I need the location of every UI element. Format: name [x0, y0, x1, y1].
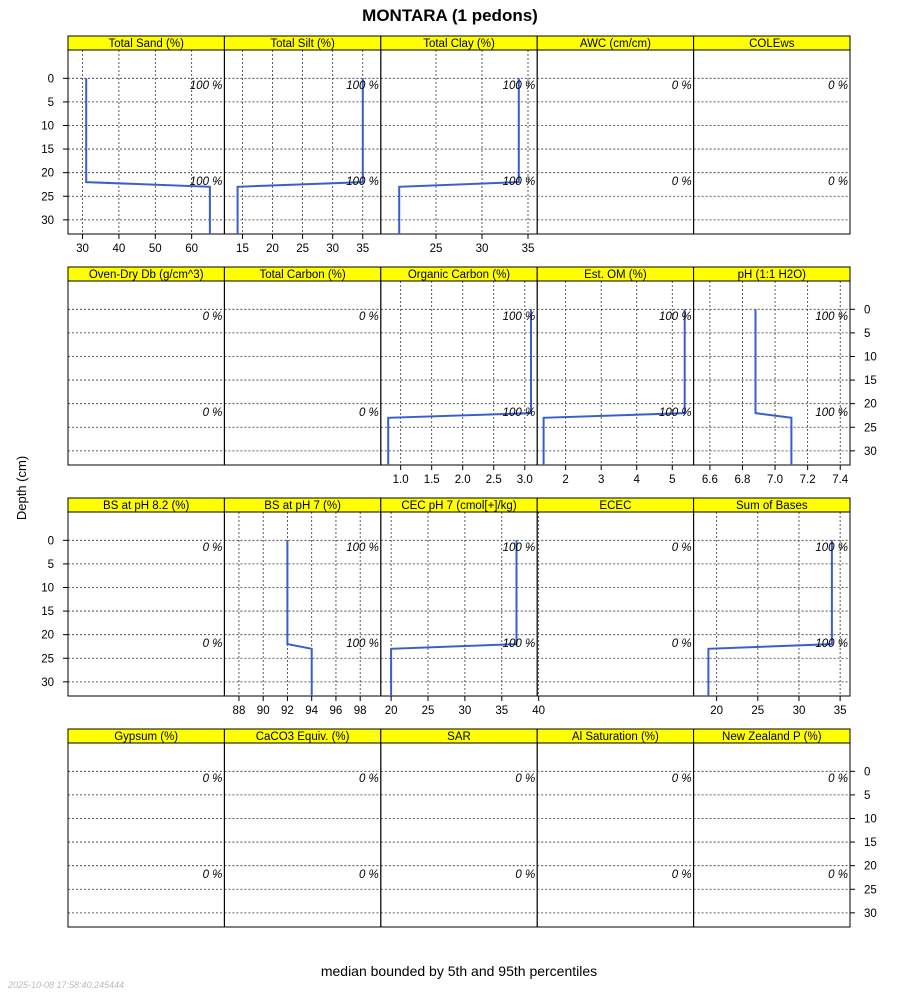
x-tick-label: 60 — [185, 243, 199, 255]
panel-strip-label: Total Sand (%) — [108, 38, 184, 50]
y-tick-label: 10 — [41, 582, 54, 595]
percent-label: 100 % — [346, 176, 379, 188]
percent-label: 0 % — [828, 176, 848, 188]
y-tick-label: 10 — [41, 120, 54, 133]
panel-strip-label: Sum of Bases — [736, 500, 808, 512]
y-tick-label: 15 — [41, 606, 54, 619]
x-tick-label: 25 — [421, 705, 435, 717]
percent-label: 0 % — [671, 542, 692, 554]
percent-label: 0 % — [202, 542, 223, 554]
x-tick-label: 20 — [384, 705, 398, 717]
x-tick-label: 50 — [148, 243, 162, 255]
x-tick-label: 90 — [256, 705, 270, 717]
percent-label: 0 % — [202, 311, 223, 323]
percent-label: 100 % — [189, 80, 223, 92]
percent-label: 100 % — [346, 638, 379, 650]
y-tick-label: 30 — [864, 907, 877, 920]
percent-label: 100 % — [189, 176, 223, 188]
panel-15 — [68, 729, 224, 927]
panel-10 — [68, 498, 224, 696]
panel-border — [224, 743, 380, 927]
series-line — [238, 78, 363, 234]
y-tick-label: 0 — [47, 535, 54, 548]
panel-19 — [694, 729, 850, 927]
panel-border — [694, 743, 850, 927]
x-tick-label: 88 — [232, 705, 246, 717]
percent-label: 0 % — [671, 80, 692, 92]
y-tick-label: 10 — [864, 351, 877, 364]
y-tick-label: 5 — [47, 558, 54, 571]
x-tick-label: 3.0 — [516, 474, 533, 486]
percent-label: 0 % — [515, 869, 536, 881]
panel-strip-label: Total Clay (%) — [423, 38, 495, 50]
percent-label: 0 % — [671, 773, 692, 785]
percent-label: 0 % — [828, 80, 848, 92]
panel-border — [224, 281, 380, 465]
y-tick-label: 20 — [41, 629, 54, 642]
panel-13 — [537, 498, 693, 696]
panel-3 — [537, 36, 693, 234]
x-tick-label: 20 — [266, 243, 279, 255]
x-tick-label: 2 — [562, 474, 569, 486]
panel-5 — [68, 267, 224, 465]
y-tick-label: 5 — [47, 96, 54, 109]
panel-border — [537, 743, 693, 927]
panel-strip-label: Total Carbon (%) — [259, 269, 346, 281]
percent-label: 0 % — [671, 869, 692, 881]
percent-label: 100 % — [815, 407, 848, 419]
x-tick-label: 6.8 — [734, 474, 751, 486]
percent-label: 100 % — [346, 80, 379, 92]
y-tick-label: 30 — [41, 214, 54, 227]
panel-border — [68, 743, 224, 927]
x-tick-label: 3 — [597, 474, 605, 486]
percent-label: 100 % — [658, 311, 692, 323]
panel-strip-label: Gypsum (%) — [114, 731, 179, 743]
timestamp: 2025-10-08 17:58:40.245444 — [8, 980, 125, 990]
panel-border — [68, 512, 224, 696]
panel-border — [694, 281, 850, 465]
panel-border — [537, 512, 693, 696]
y-tick-label: 15 — [864, 837, 877, 850]
x-tick-label: 7.4 — [832, 474, 849, 486]
panel-strip-label: ECEC — [599, 500, 632, 512]
panel-border — [694, 512, 850, 696]
percent-label: 100 % — [502, 176, 536, 188]
panel-border — [537, 50, 693, 234]
x-tick-label: 2.5 — [485, 474, 502, 486]
x-tick-label: 94 — [305, 705, 319, 717]
y-tick-label: 25 — [864, 422, 877, 435]
panel-2 — [381, 36, 537, 255]
panel-border — [224, 512, 380, 696]
x-tick-label: 15 — [236, 243, 249, 255]
x-tick-label: 96 — [329, 705, 343, 717]
panel-strip-label: pH (1:1 H2O) — [737, 269, 806, 281]
y-tick-label: 0 — [864, 766, 871, 779]
panel-strip-label: CEC pH 7 (cmol[+]/kg) — [401, 500, 517, 512]
x-tick-label: 30 — [76, 243, 89, 255]
panel-border — [68, 50, 224, 234]
percent-label: 0 % — [358, 311, 379, 323]
panel-7 — [381, 267, 537, 486]
percent-label: 100 % — [815, 311, 848, 323]
panel-strip-label: BS at pH 7 (%) — [264, 500, 341, 512]
percent-label: 100 % — [502, 80, 536, 92]
chart-footer: median bounded by 5th and 95th percentiles — [320, 963, 598, 979]
chart-title: MONTARA (1 pedons) — [362, 6, 538, 25]
percent-label: 0 % — [202, 773, 223, 785]
x-tick-label: 35 — [495, 705, 509, 717]
panel-17 — [381, 729, 537, 927]
percent-label: 0 % — [828, 869, 848, 881]
x-tick-label: 98 — [353, 705, 367, 717]
percent-label: 0 % — [515, 773, 536, 785]
percent-label: 100 % — [502, 542, 536, 554]
y-axis-label: Depth (cm) — [14, 455, 29, 521]
percent-label: 100 % — [815, 638, 848, 650]
panel-8 — [537, 267, 693, 486]
percent-label: 0 % — [671, 638, 692, 650]
x-tick-label: 30 — [326, 243, 340, 255]
x-tick-label: 92 — [281, 705, 294, 717]
panel-0 — [68, 36, 224, 255]
y-tick-label: 15 — [41, 144, 54, 157]
panel-14 — [694, 498, 850, 717]
x-tick-label: 2.0 — [454, 474, 471, 486]
y-tick-label: 25 — [41, 191, 54, 204]
panel-border — [381, 512, 537, 696]
x-tick-label: 40 — [532, 705, 546, 717]
series-line — [287, 540, 311, 696]
panel-border — [381, 281, 537, 465]
panel-1 — [224, 36, 380, 255]
percent-label: 100 % — [815, 542, 848, 554]
panel-strip-label: Organic Carbon (%) — [407, 269, 511, 281]
y-tick-label: 20 — [41, 167, 54, 180]
panel-12 — [381, 498, 545, 717]
y-tick-label: 10 — [864, 813, 877, 826]
panel-6 — [224, 267, 380, 465]
panel-grid — [41, 36, 877, 927]
percent-label: 100 % — [502, 407, 536, 419]
x-tick-label: 40 — [112, 243, 126, 255]
panel-11 — [224, 498, 380, 717]
y-tick-label: 5 — [864, 789, 871, 802]
x-tick-label: 1.0 — [392, 474, 409, 486]
panel-border — [694, 50, 850, 234]
x-tick-label: 35 — [521, 243, 535, 255]
x-tick-label: 7.0 — [767, 474, 784, 486]
percent-label: 0 % — [671, 176, 692, 188]
panel-border — [68, 281, 224, 465]
y-tick-label: 5 — [864, 327, 871, 340]
x-tick-label: 5 — [669, 474, 676, 486]
percent-label: 0 % — [358, 407, 379, 419]
panel-strip-label: CaCO3 Equiv. (%) — [255, 731, 350, 743]
x-tick-label: 20 — [710, 705, 724, 717]
percent-label: 0 % — [202, 407, 223, 419]
x-tick-label: 35 — [833, 705, 847, 717]
panel-strip-label: SAR — [447, 731, 471, 743]
x-tick-label: 30 — [792, 705, 806, 717]
panel-strip-label: COLEws — [749, 38, 795, 50]
x-tick-label: 25 — [751, 705, 765, 717]
panel-strip-label: BS at pH 8.2 (%) — [103, 500, 190, 512]
panel-16 — [224, 729, 380, 927]
panel-border — [381, 743, 537, 927]
percent-label: 0 % — [828, 773, 848, 785]
percent-label: 0 % — [358, 773, 379, 785]
panel-strip-label: Total Silt (%) — [270, 38, 335, 50]
y-tick-label: 0 — [864, 304, 871, 317]
x-tick-label: 25 — [296, 243, 309, 255]
panel-border — [537, 281, 693, 465]
percent-label: 0 % — [202, 638, 223, 650]
percent-label: 0 % — [202, 869, 223, 881]
y-tick-label: 15 — [864, 375, 877, 388]
panel-strip-label: Al Saturation (%) — [571, 731, 659, 743]
panel-strip-label: New Zealand P (%) — [722, 731, 822, 743]
percent-label: 0 % — [358, 869, 379, 881]
y-tick-label: 30 — [41, 676, 54, 689]
y-axes — [41, 73, 877, 920]
y-tick-label: 25 — [41, 653, 54, 666]
x-tick-label: 25 — [429, 243, 443, 255]
y-tick-label: 20 — [864, 860, 877, 873]
x-tick-label: 30 — [475, 243, 489, 255]
y-tick-label: 0 — [47, 73, 54, 86]
percent-label: 100 % — [658, 407, 692, 419]
percent-label: 100 % — [346, 542, 379, 554]
x-tick-label: 4 — [633, 474, 640, 486]
y-tick-label: 30 — [864, 445, 877, 458]
y-tick-label: 20 — [864, 398, 877, 411]
percent-label: 100 % — [502, 311, 536, 323]
x-tick-label: 1.5 — [423, 474, 440, 486]
x-tick-label: 6.6 — [701, 474, 718, 486]
panel-4 — [694, 36, 850, 234]
panel-strip-label: AWC (cm/cm) — [579, 38, 651, 50]
panel-border — [381, 50, 537, 234]
panel-strip-label: Oven-Dry Db (g/cm^3) — [88, 269, 204, 281]
panel-9 — [694, 267, 850, 486]
x-tick-label: 35 — [356, 243, 370, 255]
panel-18 — [537, 729, 693, 927]
x-tick-label: 30 — [458, 705, 472, 717]
x-tick-label: 7.2 — [799, 474, 816, 486]
panel-strip-label: Est. OM (%) — [584, 269, 647, 281]
percent-label: 100 % — [502, 638, 536, 650]
y-tick-label: 25 — [864, 884, 877, 897]
